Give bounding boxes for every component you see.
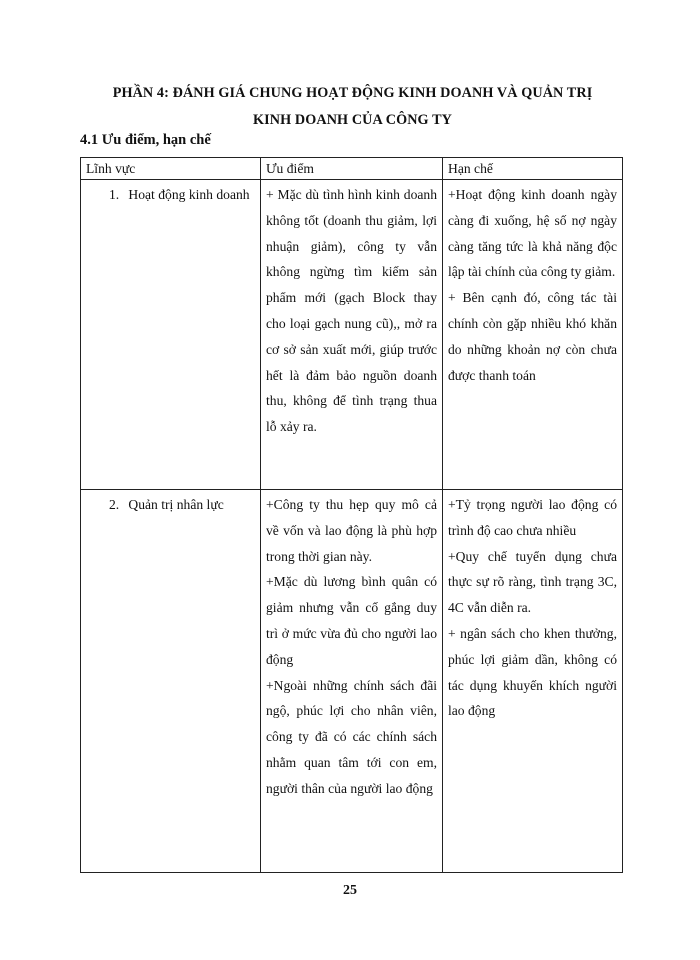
title-line-1: PHẦN 4: ĐÁNH GIÁ CHUNG HOẠT ĐỘNG KINH DOANH VÀ QUẢN TRỊ xyxy=(112,85,593,101)
evaluation-table xyxy=(80,157,623,873)
table-row xyxy=(81,490,623,873)
limitation-paragraph: + Bên cạnh đó, công tác tài chính còn gặp nhiều khó khăn do những khoản nợ còn chưa được thanh toán xyxy=(448,290,617,383)
field-cell xyxy=(81,180,261,490)
field-label: Quản trị nhân lực xyxy=(128,497,224,512)
page-title xyxy=(80,80,625,134)
title-line-2: KINH DOANH CỦA CÔNG TY xyxy=(252,112,452,128)
advantage-paragraph: +Công ty thu hẹp quy mô cả về vốn và lao động là phù hợp trong thời gian này. xyxy=(266,497,437,564)
limitations-cell xyxy=(443,490,623,873)
advantage-paragraph: +Mặc dù lương bình quân có giảm nhưng vẫn cố gắng duy trì ở mức vừa đủ cho người lao động xyxy=(266,574,437,667)
limitation-paragraph: +Quy chế tuyển dụng chưa thực sự rõ ràng, tình trạng 3C, 4C vẫn diễn ra. xyxy=(448,548,617,616)
limitation-paragraph: + ngân sách cho khen thưởng, phúc lợi giảm dần, không có tác dụng khuyến khích người lao động xyxy=(448,625,617,719)
table-header-row xyxy=(81,158,623,180)
table-row xyxy=(81,180,623,490)
advantages-cell xyxy=(261,490,443,873)
header-limitations: Hạn chế xyxy=(443,158,623,180)
advantage-paragraph: + Mặc dù tình hình kinh doanh không tốt (doanh thu giảm, lợi nhuận giảm), công ty vẫn không ngừng tìm kiếm sản phẩm mới (gạch Block thay cho loại gạch nung cũ),, mở ra cơ sở sản xuất mới, giúp trước hết là đảm bảo nguồn doanh thu, không để tình trạng thua lỗ xảy ra. xyxy=(266,187,437,435)
header-advantages: Ưu điểm xyxy=(261,158,443,180)
field-label: Hoạt động kinh doanh xyxy=(128,187,250,202)
row-number: 1. xyxy=(109,187,120,202)
limitations-cell xyxy=(443,180,623,490)
page-number: 25 xyxy=(343,883,357,898)
limitation-paragraph: +Tỷ trọng người lao động có trình độ cao chưa nhiều xyxy=(448,497,617,538)
section-heading: 4.1 Ưu điểm, hạn chế xyxy=(80,132,211,148)
header-field: Lĩnh vực xyxy=(81,158,261,180)
advantages-cell xyxy=(261,180,443,490)
advantage-paragraph: +Ngoài những chính sách đãi ngộ, phúc lợi cho nhân viên, công ty đã có các chính sách nhằm quan tâm tới con em, người thân của người lao động xyxy=(266,677,437,796)
field-cell xyxy=(81,490,261,873)
row-number: 2. xyxy=(109,497,120,512)
limitation-paragraph: +Hoạt động kinh doanh ngày càng đi xuống, hệ số nợ ngày càng tăng tức là khả năng độc lập tài chính của công ty giảm. xyxy=(448,187,617,280)
